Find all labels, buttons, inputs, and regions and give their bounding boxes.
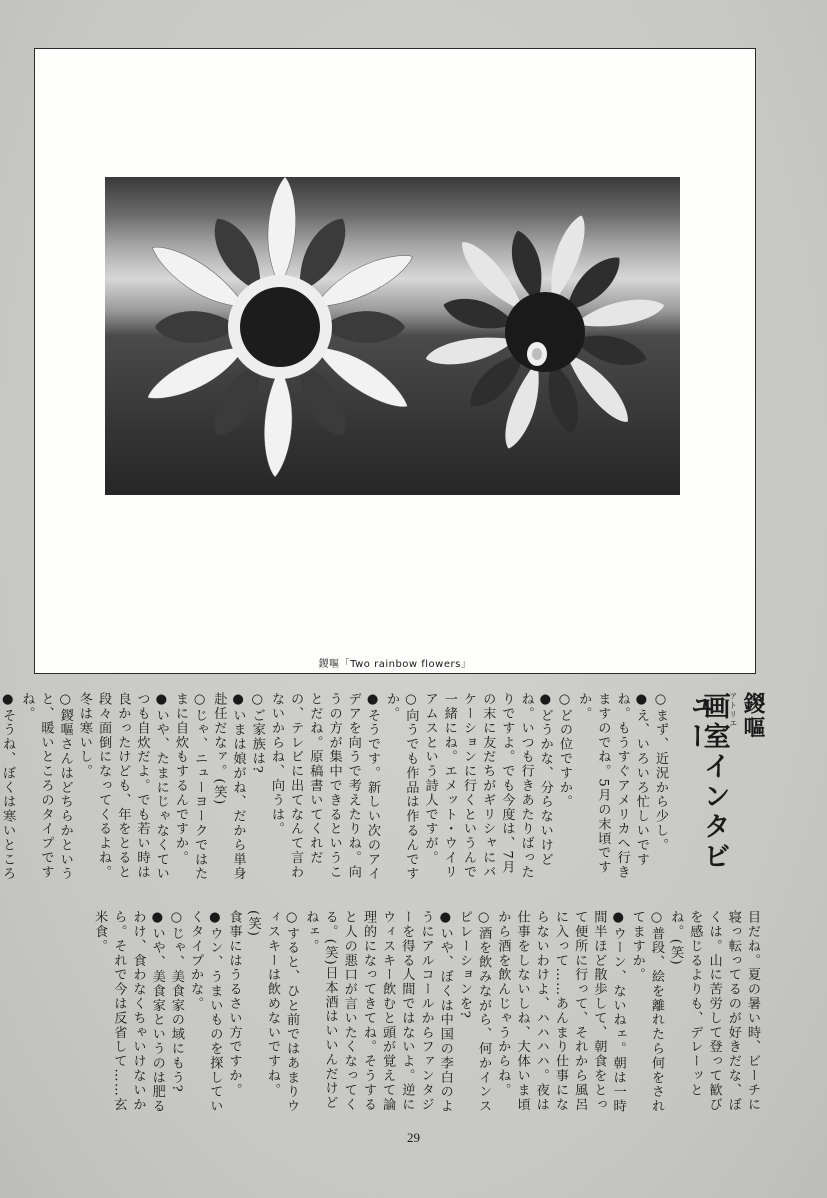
paragraph: ●どうかな、分らないけどね。いつも行きあたりばったりですよ。でも今度は、7月の末に友だちがギリシャにバケーションに行くというんで一緒にね。エメット・ウイリアムスという詩人ですが。 <box>422 692 553 880</box>
article-lower-block <box>44 910 762 1122</box>
interview-article <box>0 692 765 1192</box>
paragraph: ●ウン、うまいものを探していくタイプかな。 <box>188 910 223 1114</box>
paragraph: ●いや、美食家というのは肥るわけ、食わなくちゃいけないから。それで今は反省して……玄米食。 <box>92 910 165 1114</box>
paragraph: ○向うでも作品は作るんですか。 <box>384 692 419 881</box>
paragraph: ○じゃ、ニューヨークではたまに自炊もするんですか。 <box>172 692 208 881</box>
paragraph: ○すると、ひと前ではあまりウィスキーは飲めないですね。(笑) <box>245 910 300 1114</box>
upper-text <box>0 692 670 888</box>
paragraph: ●そうです。新しい次のアイデアを向うで考えたりね。向うの方が集中できるということだね。原稿書いてくれだの、テレビに出てなんて言わないからね、向うは。 <box>268 692 380 881</box>
paragraph: ○まず、近況から少し。 <box>653 692 668 853</box>
figure-frame <box>34 48 756 674</box>
article-title: 画室インタビュー <box>679 692 730 872</box>
paragraph: ○酒を飲みながら、何かインスピレーションを? <box>456 910 492 1114</box>
paragraph: ○普段、絵を離れたら何をされてますか。 <box>629 910 664 1114</box>
article-upper-block <box>0 692 765 888</box>
paragraph: ○ご家族は? <box>249 692 265 775</box>
paragraph: ●ウーン、ないねェ。朝は一時間半ほど散歩して、朝食をとって便所に行って、それから風呂に入って……あんまり仕事にならないわけよ、ハハハハ。夜は仕事をしないしね、大体いま頃から酒を飲んじゃうからね。 <box>495 910 626 1114</box>
paragraph: ●そうね、ぼくは寒いところ <box>0 692 16 881</box>
paragraph: ○じゃ、美食家の域にもう? <box>168 910 184 1093</box>
figure-caption: 鍐嘔「Two rainbow flowers」 <box>318 659 472 670</box>
paragraph: 目だね。夏の暑い時、ビーチに寝っ転ってるのが好きだな、ぼくは。山に苦労して登って歓びを感じるよりも、デレーッとね。(笑) <box>668 910 760 1112</box>
paragraph: 食事にはうるさい方ですか。 <box>226 910 242 1098</box>
article-heading <box>679 692 765 888</box>
paragraph: ●え、いろいろ忙しいですね。もうすぐアメリカへ行きますのでね。5月の末頃ですか。 <box>576 692 649 880</box>
author-name: 鍐嘔 <box>740 692 765 740</box>
artwork-two-rainbow-flowers <box>105 177 680 495</box>
paragraph: ●いや、ぼくは中国の李白のようにアルコールからファンタジーを得る人間ではないよ。逆にウィスキー飲むと頭が覚えて論理的になってきてね。そうすると人の悪口が言いたくなってくる。(笑)日本酒はいいんだけどねェ。 <box>303 910 453 1114</box>
paragraph: ○どの位ですか。 <box>556 692 572 809</box>
paragraph: ●いまは娘がね、だから単身赴任だなァ。(笑) <box>211 692 246 881</box>
paragraph: ●いや、たまにじゃなくていつも自炊だよ。でも若い時は良かったけども、年をとると段々面倒になってくるよね。冬は寒いし。 <box>76 692 169 881</box>
paragraph: ○鍐嘔さんはどちらかというと、暖いところのタイプですね。 <box>19 692 73 881</box>
page-number: 29 <box>407 1130 420 1145</box>
title-ruby: アトリエ <box>728 692 738 728</box>
